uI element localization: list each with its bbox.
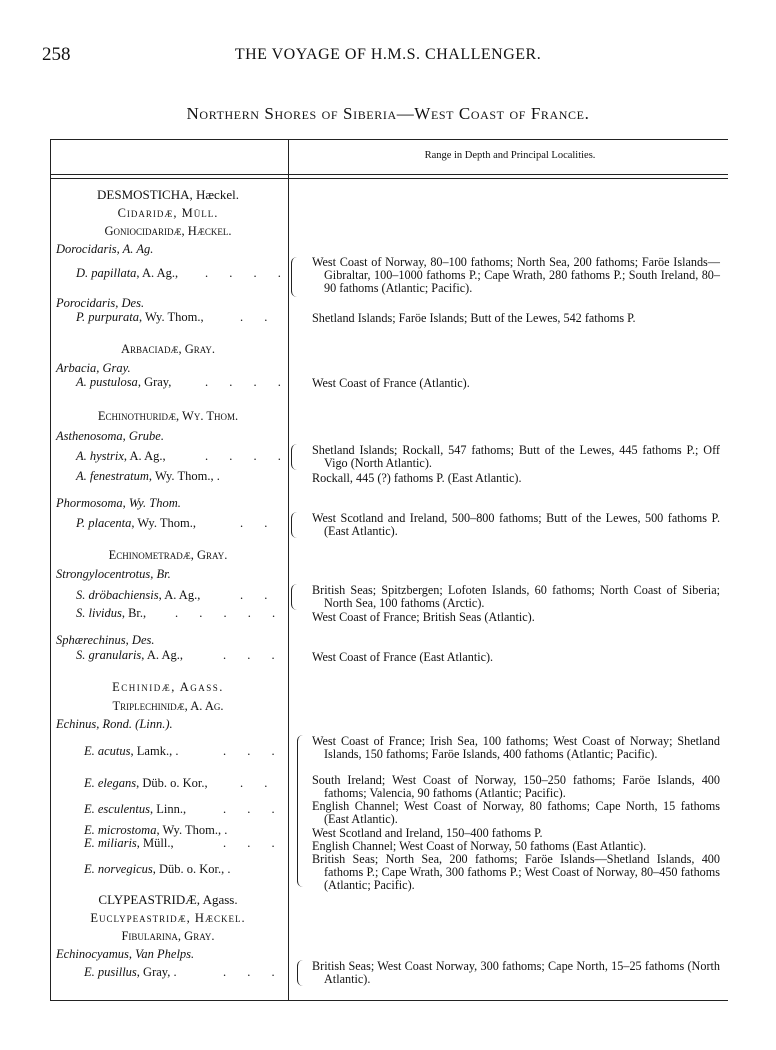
species-e-pusillus — [84, 965, 177, 979]
section-title: Northern Shores of Siberia—West Coast of France. — [186, 104, 590, 123]
brace — [297, 960, 303, 986]
leader-dots: . . . — [223, 744, 284, 758]
species-name: A. fenestratum — [76, 469, 149, 483]
table-top-rule — [50, 139, 728, 140]
species-authority: , A. Ag., — [141, 648, 183, 662]
species-name: S. lividus — [76, 606, 122, 620]
species-name: E. esculentus — [84, 802, 150, 816]
species-name: P. placenta — [76, 516, 132, 530]
species-a-pustulosa — [76, 375, 171, 389]
brace — [291, 444, 297, 470]
species-p-placenta — [76, 516, 196, 530]
species-e-esculentus — [84, 802, 186, 816]
species-authority: , Gray, . — [136, 965, 177, 979]
species-a-hystrix — [76, 449, 166, 463]
species-authority: , Wy. Thom., . — [148, 469, 220, 483]
brace — [297, 735, 303, 887]
range-e-elegans: South Ireland; West Coast of Norway, 150–250 fathoms; Faröe Islands, 400 fathoms; Valencia, 90 fathoms (Atlantic; Pacific). — [312, 773, 720, 800]
range-e-pusillus: British Seas; West Coast Norway, 300 fathoms; Cape North, 15–25 fathoms (North Atlantic). — [312, 959, 720, 986]
column-header: Range in Depth and Principal Localities. — [424, 150, 596, 161]
species-name: D. papillata — [76, 266, 137, 280]
species-d-papillata — [76, 266, 178, 280]
running-head: THE VOYAGE OF H.M.S. CHALLENGER. — [234, 46, 542, 63]
range-e-microstoma: West Scotland and Ireland, 150–400 fathoms P. — [312, 826, 543, 840]
page-number: 258 — [42, 44, 71, 65]
species-authority: , Wy. Thom., — [131, 516, 196, 530]
species-e-elegans — [84, 776, 208, 790]
range-p-placenta: West Scotland and Ireland, 500–800 fathoms; Butt of the Lewes, 500 fathoms P. (East Atlantic). — [312, 511, 720, 538]
species-a-fenestratum — [76, 469, 220, 483]
table-bottom-rule — [50, 1000, 728, 1001]
genus-arbacia: Arbacia, Gray. — [56, 361, 131, 375]
species-s-drobachiensis — [76, 588, 200, 602]
genus-strongylocentrotus: Strongylocentrotus, Br. — [56, 567, 171, 581]
family-echinometradae: Echinometradæ, Gray. — [108, 548, 228, 562]
leader-dots: . . . — [223, 965, 284, 979]
species-authority: , A. Ag., — [123, 449, 166, 463]
leader-dots: . . — [240, 310, 277, 324]
species-name: P. purpurata — [76, 310, 139, 324]
genus-asthenosoma: Asthenosoma, Grube. — [56, 429, 164, 443]
header-bottom-rule — [50, 174, 728, 175]
leader-dots: . . . — [223, 836, 284, 850]
leader-dots: . . — [240, 516, 277, 530]
range-a-pustulosa: West Coast of France (Atlantic). — [312, 376, 470, 390]
species-authority: , Linn., — [149, 802, 187, 816]
leader-dots: . . . . — [205, 375, 290, 389]
genus-dorocidaris: Dorocidaris, A. Ag. — [56, 242, 154, 256]
genus-echinocyamus: Echinocyamus, Van Phelps. — [56, 947, 195, 961]
leader-dots: . . — [240, 588, 277, 602]
species-name: E. norvegicus — [84, 862, 153, 876]
range-e-acutus: West Coast of France; Irish Sea, 100 fathoms; West Coast of Norway; Shetland Islands, 150 fathoms; Faröe Islands, 400 fathoms (Atlantic; Pacific). — [312, 734, 720, 761]
species-s-granularis — [76, 648, 183, 662]
leader-dots: . . . — [223, 648, 284, 662]
family-euclypeastridae: Euclypeastridæ, Hæckel. — [90, 911, 246, 925]
range-a-hystrix: Shetland Islands; Rockall, 547 fathoms; Butt of the Lewes, 445 fathoms P.; Off Vigo (North Atlantic). — [312, 443, 720, 470]
species-name: E. elegans — [84, 776, 137, 790]
species-authority: , A. Ag., — [136, 266, 179, 280]
range-e-esculentus: English Channel; West Coast of Norway, 80 fathoms; Cape North, 15 fathoms (East Atlantic). — [312, 799, 720, 826]
species-authority: , Düb. o. Kor., — [136, 776, 208, 790]
subfamily-triplechinidae: Triplechinidæ, A. Ag. — [112, 699, 224, 713]
species-s-lividus — [76, 606, 146, 620]
group-clypeastridae: CLYPEASTRIDÆ, Agass. — [98, 892, 238, 907]
leader-dots: . . . . — [205, 449, 290, 463]
table-left-rule — [50, 139, 51, 1001]
species-name: E. miliaris — [84, 836, 137, 850]
species-authority: , Müll., — [136, 836, 174, 850]
species-name: S. dröbachiensis — [76, 588, 159, 602]
species-authority: , Düb. o. Kor., . — [152, 862, 231, 876]
species-e-acutus — [84, 744, 178, 758]
genus-echinus: Echinus, Rond. (Linn.). — [56, 717, 173, 731]
species-authority: , A. Ag., — [158, 588, 201, 602]
species-name: A. hystrix — [76, 449, 124, 463]
group-desmosticha: DESMOSTICHA, Hæckel. — [97, 187, 239, 202]
leader-dots: . . . . — [205, 266, 290, 280]
leader-dots: . . . . . — [175, 606, 285, 620]
species-name: S. granularis — [76, 648, 142, 662]
family-arbaciadae: Arbaciadæ, Gray. — [120, 342, 216, 356]
range-a-fenestratum: Rockall, 445 (?) fathoms P. (East Atlantic). — [312, 471, 522, 485]
brace — [291, 512, 297, 538]
species-e-microstoma — [84, 823, 227, 837]
range-s-drobachiensis: British Seas; Spitzbergen; Lofoten Islands, 60 fathoms; North Coast of Siberia; North Sea, 100 fathoms (Arctic). — [312, 583, 720, 610]
species-e-miliaris — [84, 836, 174, 850]
leader-dots: . . — [240, 776, 277, 790]
header-double-rule — [50, 178, 728, 179]
species-authority: , Lamk., . — [130, 744, 179, 758]
species-name: E. pusillus — [84, 965, 137, 979]
species-authority: , Wy. Thom., — [138, 310, 204, 324]
family-echinothuridae: Echinothuridæ, Wy. Thom. — [97, 409, 239, 423]
species-authority: , Wy. Thom., . — [156, 823, 228, 837]
species-e-norvegicus — [84, 862, 231, 876]
genus-phormosoma: Phormosoma, Wy. Thom. — [56, 496, 181, 510]
species-p-purpurata — [76, 310, 204, 324]
species-name: A. pustulosa — [76, 375, 138, 389]
range-s-lividus: West Coast of France; British Seas (Atlantic). — [312, 610, 535, 624]
subfamily-fibularina: Fibularina, Gray. — [121, 929, 215, 943]
range-s-granularis: West Coast of France (East Atlantic). — [312, 650, 494, 664]
leader-dots: . . . — [223, 802, 284, 816]
family-cidaridae: Cidaridæ, Müll. — [117, 206, 219, 220]
range-e-norvegicus: British Seas; North Sea, 200 fathoms; Faröe Islands—Shetland Islands, 400 fathoms P.; Cape Wrath, 300 fathoms P.; West Coast of Norway, 80–450 fathoms (Atlantic; Pacific). — [312, 852, 720, 892]
range-p-purpurata: Shetland Islands; Faröe Islands; Butt of the Lewes, 542 fathoms P. — [312, 311, 636, 325]
family-echinidae: Echinidæ, Agass. — [112, 680, 224, 694]
brace — [291, 584, 297, 610]
genus-porocidaris: Porocidaris, Des. — [56, 296, 145, 310]
subfamily-goniocidaridae: Goniocidaridæ, Hæckel. — [104, 224, 232, 238]
species-name: E. microstoma — [84, 823, 157, 837]
species-authority: , Br., — [121, 606, 147, 620]
genus-sphaerechinus: Sphærechinus, Des. — [56, 633, 155, 647]
range-e-miliaris: English Channel; West Coast of Norway, 50 fathoms (East Atlantic). — [312, 839, 647, 853]
species-name: E. acutus — [84, 744, 131, 758]
species-authority: , Gray, — [137, 375, 172, 389]
range-d-papillata: West Coast of Norway, 80–100 fathoms; North Sea, 200 fathoms; Faröe Islands—Gibraltar, 100–1000 fathoms P.; Cape Wrath, 280 fathoms P.; South Ireland, 80–90 fathoms (Atlantic; Pacific). — [312, 255, 720, 295]
brace — [291, 257, 297, 297]
